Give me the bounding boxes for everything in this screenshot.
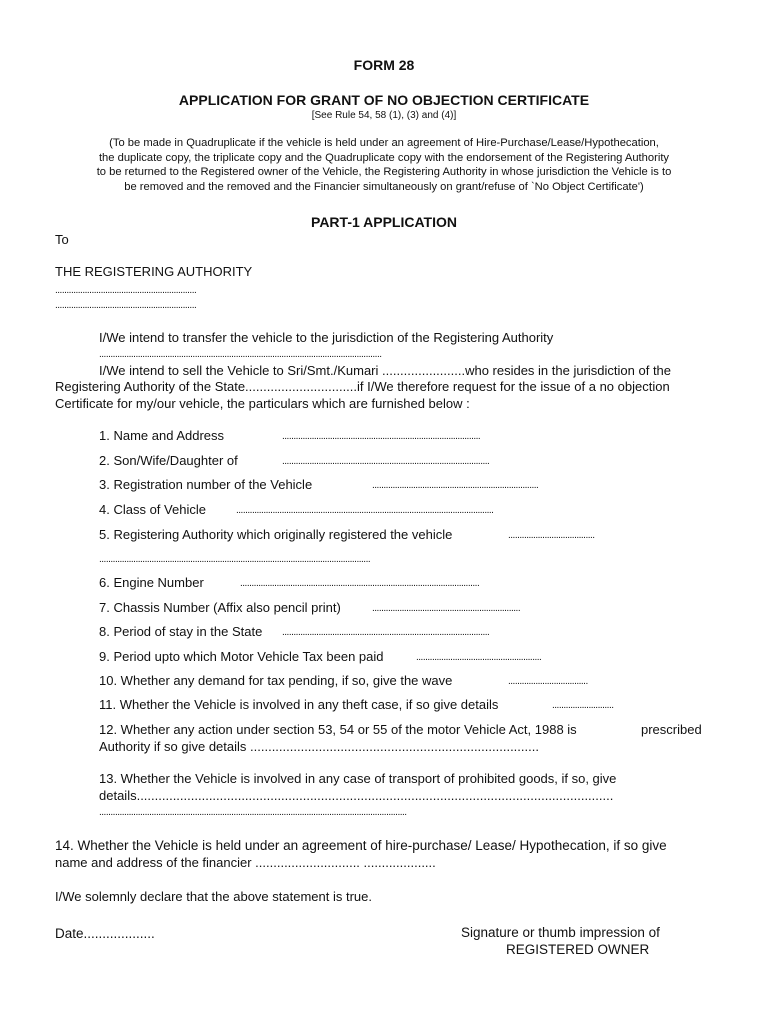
item-12-label: 12. Whether any action under section 53, 54 or 55 of the motor Vehicle Act, 1988 is: [99, 722, 577, 737]
sell-statement-line-1: I/We intend to sell the Vehicle to Sri/Smt./Kumari .......................who resides in the jurisdiction of the: [99, 363, 672, 378]
item-10-label: 10. Whether any demand for tax pending, if so, give the wave: [99, 673, 453, 688]
item-2-label: 2. Son/Wife/Daughter of: [99, 453, 238, 468]
transfer-statement: I/We intend to transfer the vehicle to the jurisdiction of the Registering Authority: [99, 330, 554, 345]
signature-label: Signature or thumb impression of: [461, 925, 660, 940]
form-number: FORM 28: [353, 57, 415, 73]
item-13-line-3: .......................................................................................................................................: [99, 807, 407, 818]
declaration-statement: I/We solemnly declare that the above statement is true.: [55, 889, 372, 904]
sell-statement-line-2: Registering Authority of the State...............................if I/We therefore request for the issue of a no objection: [55, 379, 670, 394]
item-5-dots: ......................................: [508, 530, 595, 541]
item-2-dots: ...........................................................................................: [282, 456, 490, 467]
note-line: to be returned to the Registered owner of the Vehicle, the Registering Authority in whose jurisdiction the Vehicle is to: [96, 166, 672, 178]
instruction-note: [0, 136, 768, 194]
item-8-label: 8. Period of stay in the State: [99, 624, 263, 639]
item-11-label: 11. Whether the Vehicle is involved in any theft case, if so give details: [99, 697, 499, 712]
item-3-dots: .........................................................................: [372, 480, 539, 491]
note-line: be removed and the removed and the Financier simultaneously on grant/refuse of `No Object Certificate'): [124, 180, 644, 193]
form-title: APPLICATION FOR GRANT OF NO OBJECTION CERTIFICATE: [178, 92, 590, 108]
part-heading: PART-1 APPLICATION: [311, 214, 457, 230]
item-1-label: 1. Name and Address: [99, 428, 225, 443]
item-14-line-1: 14. Whether the Vehicle is held under an agreement of hire-purchase/ Lease/ Hypothecation, if so give: [55, 838, 667, 853]
item-12-prescribed: prescribed: [641, 722, 702, 737]
item-5-line-2: .......................................................................................................................: [99, 554, 371, 565]
item-4-label: 4. Class of Vehicle: [99, 502, 206, 517]
item-8-dots: ...........................................................................................: [282, 627, 490, 638]
transfer-dots: ............................................................................................................................: [99, 349, 382, 360]
item-12-line-2: Authority if so give details ................................................................................: [99, 739, 539, 754]
item-7-dots: .................................................................: [372, 603, 521, 614]
note-line: (To be made in Quadruplicate if the vehicle is held under an agreement of Hire-Purchase/Lease/Hypothecation,: [109, 137, 659, 149]
to-label: To: [55, 232, 69, 247]
item-9-dots: .......................................................: [416, 652, 542, 663]
registered-owner-label: REGISTERED OWNER: [506, 942, 650, 957]
date-field: Date...................: [55, 926, 155, 941]
item-10-dots: ...................................: [508, 676, 588, 687]
item-13-line-2: details....................................................................................................................................: [99, 788, 614, 803]
rule-reference: [See Rule 54, 58 (1), (3) and (4)]: [311, 110, 457, 121]
item-9-label: 9. Period upto which Motor Vehicle Tax been paid: [99, 649, 384, 664]
item-5-label: 5. Registering Authority which originally registered the vehicle: [99, 527, 453, 542]
sell-statement-line-3: Certificate for my/our vehicle, the particulars which are furnished below :: [55, 396, 470, 411]
item-11-dots: ...........................: [552, 700, 614, 711]
address-line-1: ..............................................................: [55, 285, 197, 296]
item-14-line-2: name and address of the financier ............................. ....................: [55, 855, 436, 870]
item-7-label: 7. Chassis Number (Affix also pencil print): [99, 600, 341, 615]
item-13-label: 13. Whether the Vehicle is involved in any case of transport of prohibited goods, if so, give: [99, 771, 617, 786]
item-4-dots: .................................................................................................................: [236, 505, 494, 516]
item-1-dots: .......................................................................................: [282, 431, 481, 442]
item-6-dots: .........................................................................................................: [240, 578, 480, 589]
authority-label: THE REGISTERING AUTHORITY: [55, 264, 253, 279]
note-line: the duplicate copy, the triplicate copy and the Quadruplicate copy with the endorsement of the Registering Authority: [98, 151, 670, 164]
item-3-label: 3. Registration number of the Vehicle: [99, 477, 313, 492]
item-6-label: 6. Engine Number: [99, 575, 204, 590]
address-line-2: ..............................................................: [55, 300, 197, 311]
